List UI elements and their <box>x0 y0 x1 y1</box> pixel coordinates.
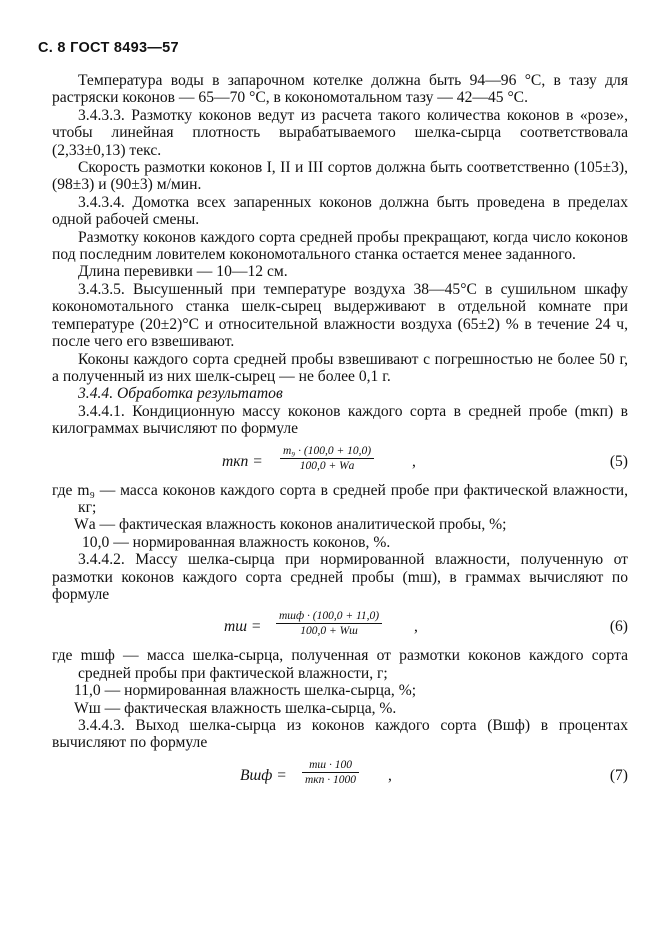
formula-6-lhs: mш = <box>224 618 262 636</box>
formula-5: mкп = m₉ · (100,0 + 10,0) 100,0 + Wа , (5) <box>222 444 628 472</box>
formula-7: Bшф = mш · 100 mкп · 1000 , (7) <box>240 758 628 786</box>
definition-wa: Wа — фактическая влажность коконов аналитической пробы, %; <box>74 516 507 534</box>
paragraph-3-4-3-3: 3.4.3.3. Размотку коконов ведут из расчета такого количества коконов в «розе», чтобы линейная плотность вырабатываемого шелка-сырца соответствовала (2,33±0,13) текс. <box>52 106 628 159</box>
paragraph-3-4-4-3: 3.4.4.3. Выход шелка-сырца из коконов каждого сорта (Вшф) в процентах вычисляют по формуле <box>52 717 628 752</box>
paragraph-unwinding-speed: Скорость размотки коконов I, II и III сортов должна быть соответственно (105±3), (98±3) и (90±3) м/мин. <box>52 159 628 194</box>
paragraph-water-temperature: Температура воды в запарочном котелке должна быть 94—96 °С, в тазу для растряски коконов — 65—70 °С, в кокономотальном тазу — 42—45 °С. <box>52 72 628 107</box>
section-heading-results: 3.4.4. Обработка результатов <box>78 385 283 403</box>
paragraph-twist-length: Длина перевивки — 10—12 см. <box>78 263 288 281</box>
paragraph-stop-unwinding: Размотку коконов каждого сорта средней пробы прекращают, когда число коконов под последним ловителем кокономотального станка остается менее заданного. <box>52 228 628 264</box>
formula-6-numerator: mшф · (100,0 + 11,0) <box>276 609 382 624</box>
formula-7-numerator: mш · 100 <box>302 758 359 773</box>
definition-wsh: Wш — фактическая влажность шелка-сырца, %. <box>74 699 397 717</box>
definition-11-0: 11,0 — нормированная влажность шелка-сырца, %; <box>74 682 417 700</box>
paragraph-3-4-4-1: 3.4.4.1. Кондиционную массу коконов каждого сорта в средней пробе (mкп) в килограммах вычисляют по формуле <box>52 402 628 438</box>
formula-7-fraction <box>302 758 359 787</box>
formula-6: mш = mшф · (100,0 + 11,0) 100,0 + Wш , (6) <box>224 610 628 638</box>
formula-7-lhs: Bшф = <box>240 766 287 784</box>
definition-m9: где m₉ — масса коконов каждого сорта в средней пробе при фактической влажности, кг; <box>52 481 628 516</box>
paragraph-3-4-4-2: 3.4.4.2. Массу шелка-сырца при нормированной влажности, полученную от размотки коконов каждого сорта средней пробы (mш), в граммах вычисляют по формуле <box>52 551 628 603</box>
body-text <box>52 72 628 796</box>
formula-6-number: (6) <box>609 618 628 636</box>
formula-7-denominator: mкп · 1000 <box>305 773 357 786</box>
paragraph-3-4-3-4: 3.4.3.4. Домотка всех запаренных коконов должна быть проведена в пределах одной рабочей смены. <box>52 193 628 229</box>
formula-5-numerator: m₉ · (100,0 + 10,0) <box>280 444 374 459</box>
paragraph-3-4-3-5: 3.4.3.5. Высушенный при температуре воздуха 38—45°С в сушильном шкафу кокономотального станка шелк-сырец выдерживают в отдельной комнате при температуре (20±2)°С и относительной влажности воздуха (65±2) % в течение 24 ч, после чего его взвешивают. <box>52 280 628 351</box>
formula-5-fraction <box>280 444 374 473</box>
definition-10-0: 10,0 — нормированная влажность коконов, %. <box>82 533 391 551</box>
page-header: С. 8 ГОСТ 8493—57 <box>38 40 179 56</box>
formula-5-denominator: 100,0 + Wа <box>299 459 355 472</box>
definition-mshf: где mшф — масса шелка-сырца, полученная от размотки коконов каждого сорта средней пробы при фактической влажности, г; <box>52 647 628 682</box>
formula-7-number: (7) <box>609 766 628 784</box>
formula-6-fraction <box>276 609 382 638</box>
paragraph-weighing: Коконы каждого сорта средней пробы взвешивают с погрешностью не более 50 г, а полученный из них шелк-сырец — не более 0,1 г. <box>52 350 628 385</box>
formula-6-denominator: 100,0 + Wш <box>300 625 358 638</box>
formula-5-lhs: mкп = <box>222 452 263 470</box>
formula-5-number: (5) <box>609 452 628 470</box>
